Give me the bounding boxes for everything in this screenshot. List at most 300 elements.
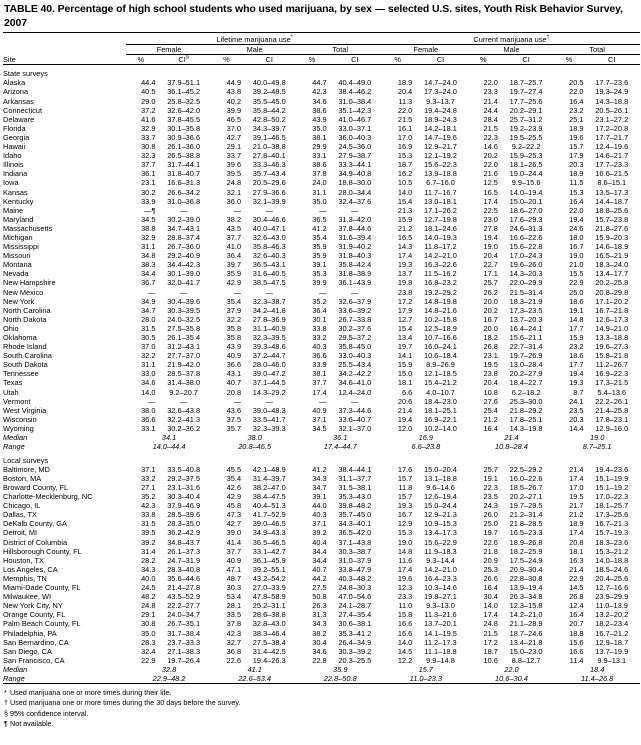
header-ci-4: CI <box>436 55 445 65</box>
cell-ci: 30.3–39.5 <box>167 305 201 315</box>
cell-ci: 33.3–46.3 <box>252 160 286 170</box>
row-site-label: Wyoming <box>3 423 34 433</box>
cell-percent: 22.9 <box>141 655 156 665</box>
cell-percent: 43.5 <box>226 223 242 233</box>
table-row <box>3 278 640 287</box>
cell-percent: 18.1 <box>569 546 584 556</box>
cell-percent: 19.3 <box>397 260 413 270</box>
cell-percent: 20.0 <box>483 323 498 333</box>
header-group-row <box>3 35 640 45</box>
cell-ci: 15.6–22.8 <box>509 242 543 252</box>
cell-percent: 38.2 <box>312 628 327 638</box>
cell-ci: 16.3–22.6 <box>424 260 457 270</box>
cell-percent: 35.8 <box>226 323 242 333</box>
cell-percent: 25.4 <box>483 405 498 415</box>
cell-ci: 32.0–41.7 <box>167 278 201 288</box>
cell-ci: 32.6–42.0 <box>167 105 201 115</box>
cell-ci: 34.2–42.2 <box>338 369 372 379</box>
cell-percent: 33.8 <box>141 510 156 520</box>
cell-percent: 21.2 <box>483 414 498 424</box>
cell-ci: 18.1–25.7 <box>595 501 629 511</box>
cell-percent: 14.0 <box>397 187 413 197</box>
cell-ci: 15.0–20.1 <box>509 196 543 206</box>
cell-ci: 15.1–19.2 <box>595 483 629 492</box>
cell-percent: 17.9 <box>397 305 413 315</box>
cell-ci: 20.2–27.1 <box>509 492 543 502</box>
cell-ci: 30.3–40.4 <box>167 492 201 502</box>
cell-percent: 19.0 <box>569 251 584 261</box>
summary-value: 34.1 <box>161 433 177 443</box>
cell-percent: 37.5 <box>226 414 242 424</box>
cell-percent: 14.8 <box>397 546 413 556</box>
table-body <box>3 33 640 686</box>
cell-percent: 31.5 <box>141 323 156 333</box>
cell-ci: 17.7–25.6 <box>509 96 543 106</box>
cell-percent: —¶ <box>144 205 156 215</box>
row-site-label: New York City, NY <box>3 601 63 611</box>
cell-percent: 22.9 <box>569 278 584 288</box>
cell-percent: 20.2 <box>483 151 498 161</box>
cell-ci: 24.0–34.7 <box>167 610 201 620</box>
cell-ci: 11.3–21.6 <box>424 610 457 620</box>
cell-percent: 31.5 <box>141 519 156 529</box>
cell-ci: 13.4–17.7 <box>595 269 629 279</box>
cell-percent: 22.0 <box>483 160 498 170</box>
row-site-label: New York <box>3 296 35 306</box>
cell-percent: 18.9 <box>569 169 584 179</box>
table-row <box>3 306 640 315</box>
cell-percent: 22.6 <box>483 537 498 547</box>
cell-ci: 18.2–25.9 <box>509 546 543 556</box>
cell-percent: 24.8 <box>483 619 498 629</box>
table-row <box>3 242 640 251</box>
cell-percent: 45.5 <box>226 464 242 474</box>
cell-ci: 17.0–22.3 <box>595 492 629 502</box>
cell-ci: 47.0–54.6 <box>338 592 372 602</box>
cell-ci: 38.4–47.5 <box>252 492 286 502</box>
cell-ci: 28.5–39.6 <box>167 510 201 520</box>
cell-ci: 12.5–18.9 <box>424 323 457 333</box>
cell-ci: 32.1–37.0 <box>338 423 372 433</box>
footnote-marker-dagger: † <box>546 34 550 41</box>
cell-ci: 16.6–22.6 <box>509 232 543 242</box>
cell-ci: 26.1–37.3 <box>167 546 201 556</box>
cell-percent: 44.2 <box>312 573 327 583</box>
cell-percent: 30.3 <box>226 583 242 593</box>
row-site-label: Georgia <box>3 132 30 142</box>
cell-ci: 17.8–23.1 <box>595 414 629 424</box>
cell-ci: 10.7–16.6 <box>424 333 457 342</box>
cell-percent: 18.8 <box>569 628 584 638</box>
cell-percent: 14.4 <box>569 423 584 433</box>
cell-percent: 21.6 <box>483 169 498 179</box>
cell-percent: 19.5 <box>483 360 498 370</box>
cell-ci: 37.1–44.5 <box>252 378 286 388</box>
cell-ci: 36.5–46.5 <box>252 537 286 547</box>
cell-percent: 36.7 <box>141 278 156 288</box>
cell-percent: 39.5 <box>141 528 156 538</box>
cell-percent: 26.0 <box>483 510 498 520</box>
cell-ci: 32.6–40.3 <box>252 251 286 261</box>
cell-percent: 34.4 <box>312 555 327 565</box>
cell-ci: 14.2–21.0 <box>509 610 543 620</box>
cell-percent: 39.1 <box>312 492 327 502</box>
cell-percent: 38.0 <box>141 405 156 415</box>
cell-ci: 33.8–47.9 <box>338 564 372 574</box>
cell-percent: 16.4 <box>483 583 498 593</box>
cell-ci: 16.4–24.1 <box>509 323 543 333</box>
cell-ci: 31.0–38.4 <box>338 96 372 106</box>
cell-ci: 22.8–30.8 <box>509 573 543 583</box>
cell-ci: 27.0–33.9 <box>252 583 286 593</box>
cell-percent: 19.3 <box>397 501 413 511</box>
cell-ci: 6.2–18.2 <box>511 387 541 397</box>
cell-ci: 27.8–36.9 <box>252 314 286 324</box>
cell-percent: 20.9 <box>483 555 498 565</box>
cell-ci: 24.6–31.3 <box>509 223 543 233</box>
table-row <box>3 324 640 333</box>
cell-ci: 35.8–44.2 <box>252 105 286 115</box>
cell-ci: 19.7–27.4 <box>509 87 543 97</box>
cell-percent: 18.7 <box>397 160 413 170</box>
cell-ci: 31.5–38.1 <box>338 483 372 492</box>
row-site-label: Wisconsin <box>3 414 37 424</box>
cell-ci: 16.5–21.9 <box>595 251 629 261</box>
cell-ci: 37.2–44.7 <box>252 351 286 361</box>
table-row <box>3 415 640 424</box>
cell-percent: 30.1 <box>312 314 327 324</box>
cell-ci: 34.4–42.3 <box>167 260 201 270</box>
cell-ci: 12.9–18.7 <box>595 637 629 647</box>
cell-percent: 20.2 <box>483 305 498 315</box>
cell-ci: 14.2–18.1 <box>424 123 457 133</box>
cell-ci: 35.6–44.6 <box>167 573 201 583</box>
cell-percent: 16.7 <box>483 314 498 324</box>
cell-ci: 35.3–43.0 <box>338 492 372 502</box>
cell-percent: 43.1 <box>226 369 242 379</box>
cell-percent: 19.1 <box>569 305 584 315</box>
cell-percent: 18.9 <box>569 519 584 529</box>
cell-percent: 16.9 <box>397 142 413 152</box>
cell-percent: 41.2 <box>312 223 327 233</box>
cell-percent: 17.4 <box>569 473 584 483</box>
cell-ci: 29.2–37.5 <box>167 473 201 483</box>
cell-percent: 53.4 <box>226 592 242 602</box>
cell-percent: 46.5 <box>226 114 242 124</box>
cell-percent: 21.5 <box>483 123 498 133</box>
table-row <box>3 519 640 528</box>
header-pct-5: % <box>479 55 487 65</box>
cell-ci: 40.0–49.8 <box>252 78 286 88</box>
cell-percent: 30.4 <box>483 592 498 602</box>
cell-percent: 33.1 <box>141 423 156 433</box>
cell-percent: 35.9 <box>312 242 327 252</box>
cell-ci: 14.0–19.3 <box>424 232 457 242</box>
summary-value: 19.0 <box>589 433 605 443</box>
row-site-label: Utah <box>3 387 19 397</box>
cell-percent: 22.9 <box>569 573 584 583</box>
page-title: TABLE 40. Percentage of high school students who used marijuana, by sex — selected U.S. sites, Youth Risk Behavior Survey, 2007 <box>4 3 623 29</box>
cell-percent: 23.5 <box>569 405 584 415</box>
cell-percent: — <box>233 287 242 297</box>
cell-ci: 6.7–16.0 <box>426 178 455 188</box>
cell-percent: 40.9 <box>226 351 242 361</box>
cell-ci: 32.2–41.3 <box>167 414 201 424</box>
cell-ci: 28.3–40.8 <box>167 564 201 574</box>
cell-percent: 35.4 <box>226 296 242 306</box>
cell-percent: 17.9 <box>569 151 584 161</box>
cell-percent: 15.3 <box>569 187 584 197</box>
table-row <box>3 583 640 592</box>
cell-percent: 44.9 <box>226 78 242 88</box>
cell-percent: 17.2 <box>483 637 498 647</box>
cell-ci: 37.3–44.6 <box>338 405 372 415</box>
cell-ci: 12.4–19.6 <box>595 142 629 152</box>
cell-ci: 33.0–40.3 <box>338 351 372 361</box>
cell-ci: 39.1–46.5 <box>252 132 286 142</box>
cell-ci: 15.8–21.8 <box>595 351 629 361</box>
table-row <box>3 106 640 115</box>
cell-ci: 37.8–45.5 <box>167 114 201 124</box>
summary-label: Range <box>3 442 25 452</box>
cell-ci: 12.4–24.0 <box>338 387 372 397</box>
cell-ci: 39.0–48.3 <box>252 405 286 415</box>
cell-ci: 16.0–22.6 <box>509 473 543 483</box>
cell-percent: 32.2 <box>226 314 242 324</box>
marijuana-use-table <box>3 32 640 685</box>
cell-percent: 12.4 <box>569 601 584 611</box>
cell-ci: 18.8–25.6 <box>595 205 629 215</box>
cell-percent: 17.4 <box>397 251 413 261</box>
cell-ci: 11.2–17.3 <box>424 637 457 647</box>
cell-percent: 12.9 <box>397 519 413 529</box>
summary-value: 17.4–44.7 <box>323 442 357 452</box>
cell-percent: 27.1 <box>141 483 156 492</box>
footnote-1 <box>4 698 641 708</box>
cell-percent: 17.4 <box>483 196 498 206</box>
cell-percent: 20.6 <box>397 396 413 406</box>
cell-percent: 11.0 <box>398 601 413 611</box>
row-site-label: South Carolina <box>3 351 52 361</box>
table-row <box>3 197 640 206</box>
cell-percent: 41.2 <box>312 464 327 474</box>
cell-ci: 20.4–25.6 <box>595 573 629 583</box>
cell-percent: 19.3 <box>569 378 584 388</box>
header-sub-current-female: Female <box>383 45 469 55</box>
cell-percent: 25.7 <box>483 278 498 288</box>
cell-ci: 13.4–17.3 <box>424 528 457 538</box>
cell-ci: 17.3–21.5 <box>595 378 629 388</box>
cell-ci: 19.3–24.9 <box>595 87 629 97</box>
row-site-label: Illinois <box>3 160 24 170</box>
cell-percent: 39.0 <box>226 528 242 538</box>
cell-percent: 19.5 <box>569 492 584 502</box>
table-row <box>3 87 640 96</box>
cell-percent: 33.5 <box>226 610 242 620</box>
cell-ci: 25.2–31.1 <box>252 601 286 611</box>
cell-ci: 11.1–18.8 <box>424 646 457 656</box>
cell-ci: 20.5–26.1 <box>595 105 629 115</box>
cell-ci: 31.8–40.3 <box>338 251 372 261</box>
cell-ci: 21.1–28.9 <box>509 619 543 629</box>
cell-percent: 27.5 <box>312 583 327 593</box>
cell-percent: 28.1 <box>226 601 242 611</box>
cell-ci: 10.9–15.3 <box>424 519 457 529</box>
table-row <box>3 592 640 601</box>
cell-percent: 41.0 <box>226 242 242 252</box>
cell-ci: 31.4–39.7 <box>252 473 286 483</box>
cell-ci: 31.6–39.4 <box>338 232 372 242</box>
cell-percent: 21.4 <box>483 96 498 106</box>
cell-ci: 12.1–18.5 <box>424 369 457 379</box>
cell-ci: 28.8–37.4 <box>167 232 201 242</box>
cell-percent: 17.7 <box>569 323 584 333</box>
row-site-label: San Francisco, CA <box>3 655 65 665</box>
row-site-label: Vermont <box>3 396 31 406</box>
cell-percent: 17.0 <box>569 483 584 492</box>
cell-percent: 37.0 <box>141 342 156 352</box>
footnote-1-text: Used marijuana one or more times during the 30 days before the survey. <box>10 698 241 708</box>
cell-ci: 36.1–45.2 <box>167 87 201 97</box>
cell-ci: 30.2–36.2 <box>167 423 201 433</box>
cell-percent: 37.2 <box>141 105 156 115</box>
row-site-label: Arkansas <box>3 96 34 106</box>
summary-value: 35.9 <box>333 664 348 674</box>
cell-ci: 19.4–23.6 <box>595 464 629 474</box>
cell-ci: 19.6–26.0 <box>509 260 543 270</box>
row-site-label: Iowa <box>3 178 19 188</box>
cell-ci: 18.3–21.9 <box>509 296 543 306</box>
header-ci-6: CI <box>608 55 616 65</box>
cell-ci: 37.1–43.8 <box>338 537 372 547</box>
cell-percent: 42.6 <box>226 483 242 492</box>
summary-value: 20.8–46.5 <box>238 442 272 452</box>
cell-percent: 40.7 <box>226 378 242 388</box>
cell-percent: 35.8 <box>226 333 242 342</box>
table-row <box>3 142 640 151</box>
cell-percent: 30.2 <box>141 187 156 197</box>
table-row <box>3 492 640 501</box>
cell-percent: 22.0 <box>569 205 584 215</box>
cell-ci: 28.3–35.0 <box>167 519 201 529</box>
cell-ci: 41.7–52.9 <box>252 510 286 520</box>
cell-ci: 16.7–21.3 <box>595 519 629 529</box>
cell-ci: 32.3–38.7 <box>252 296 286 306</box>
footnote-1-mark: † <box>4 698 8 708</box>
cell-percent: 8.7 <box>573 387 584 397</box>
cell-percent: 47.3 <box>226 510 242 520</box>
cell-percent: 48.2 <box>141 592 156 602</box>
cell-percent: 22.7 <box>483 260 498 270</box>
row-site-label: North Dakota <box>3 314 47 324</box>
cell-ci: 24.8–30.3 <box>338 583 372 593</box>
cell-percent: — <box>319 205 327 215</box>
footnote-3-text: Not available. <box>10 719 54 729</box>
cell-percent: 42.3 <box>141 501 156 511</box>
cell-ci: 23.1–31.6 <box>167 483 201 492</box>
cell-percent: 37.1 <box>312 519 327 529</box>
cell-ci: — <box>265 287 273 297</box>
summary-row <box>3 674 640 684</box>
cell-percent: 20.3 <box>569 414 584 424</box>
cell-percent: 23.3 <box>397 592 413 602</box>
cell-percent: 15.9 <box>397 360 413 370</box>
row-site-label: Ohio <box>3 323 19 333</box>
cell-percent: 16.7 <box>397 510 413 520</box>
row-site-label: Idaho <box>3 151 22 161</box>
cell-ci: 18.6–27.0 <box>509 205 543 215</box>
cell-percent: 37.1 <box>141 464 156 474</box>
table-row <box>3 629 640 638</box>
cell-percent: 36.6 <box>141 414 156 424</box>
cell-percent: 12.7 <box>397 314 413 324</box>
cell-percent: — <box>148 396 156 406</box>
cell-ci: — <box>351 287 359 297</box>
cell-percent: 25.0 <box>569 287 584 297</box>
table-row <box>3 215 640 224</box>
cell-ci: 20.2–25.8 <box>595 278 629 288</box>
cell-percent: 15.7 <box>397 492 413 502</box>
cell-ci: 31.9–40.2 <box>338 242 372 252</box>
cell-percent: 15.7 <box>569 142 584 152</box>
cell-ci: 12.7–16.6 <box>595 583 629 593</box>
summary-value: 22.6–53.4 <box>238 673 272 683</box>
cell-percent: 34.4 <box>141 269 156 279</box>
cell-ci: 21.8–27.6 <box>595 223 629 233</box>
cell-percent: 16.6 <box>397 628 413 638</box>
row-site-label: Memphis, TN <box>3 573 47 583</box>
cell-ci: 27.9–36.6 <box>252 187 286 197</box>
cell-percent: 16.4 <box>569 196 584 206</box>
footnote-3-mark: ¶ <box>4 719 8 729</box>
cell-ci: 31.4–42.5 <box>252 646 286 656</box>
table-row <box>3 483 640 492</box>
cell-percent: 40.9 <box>226 555 242 565</box>
footnote-2 <box>4 709 641 719</box>
cell-percent: 16.4 <box>569 96 584 106</box>
cell-ci: 30.1–39.0 <box>167 269 201 279</box>
cell-percent: 20.5 <box>569 78 584 88</box>
cell-ci: 14.8–21.6 <box>424 305 457 315</box>
row-site-label: Arizona <box>3 87 29 97</box>
cell-ci: 33.5–41.7 <box>252 414 286 424</box>
cell-percent: 40.7 <box>312 564 327 574</box>
summary-row <box>3 433 640 442</box>
header-site: Site <box>3 55 16 65</box>
summary-row <box>3 665 640 674</box>
footnote-0 <box>4 688 641 698</box>
cell-ci: 31.1–37.7 <box>338 473 372 483</box>
cell-percent: 17.2 <box>397 296 413 306</box>
cell-ci: 9.2–20.7 <box>169 387 199 397</box>
cell-ci: 47.8–58.9 <box>252 592 286 602</box>
cell-ci: 22.5–29.2 <box>509 464 543 474</box>
cell-ci: 17.1–20.2 <box>595 296 629 306</box>
cell-ci: 37.9–46.9 <box>167 501 201 511</box>
cell-ci: 40.4–51.3 <box>252 501 286 511</box>
section-header-row <box>3 69 640 78</box>
cell-ci: 34.3–39.7 <box>252 123 286 133</box>
cell-ci: 19.7–29.5 <box>509 501 543 511</box>
table-row <box>3 547 640 556</box>
row-site-label: Dallas, TX <box>3 510 37 520</box>
cell-percent: 28.3 <box>141 637 156 647</box>
table-row <box>3 160 640 169</box>
cell-ci: 15.3–21.2 <box>595 546 629 556</box>
cell-ci: 28.0–46.0 <box>252 360 286 370</box>
cell-percent: 26.2 <box>483 287 498 297</box>
cell-ci: 15.9–25.3 <box>509 151 543 161</box>
